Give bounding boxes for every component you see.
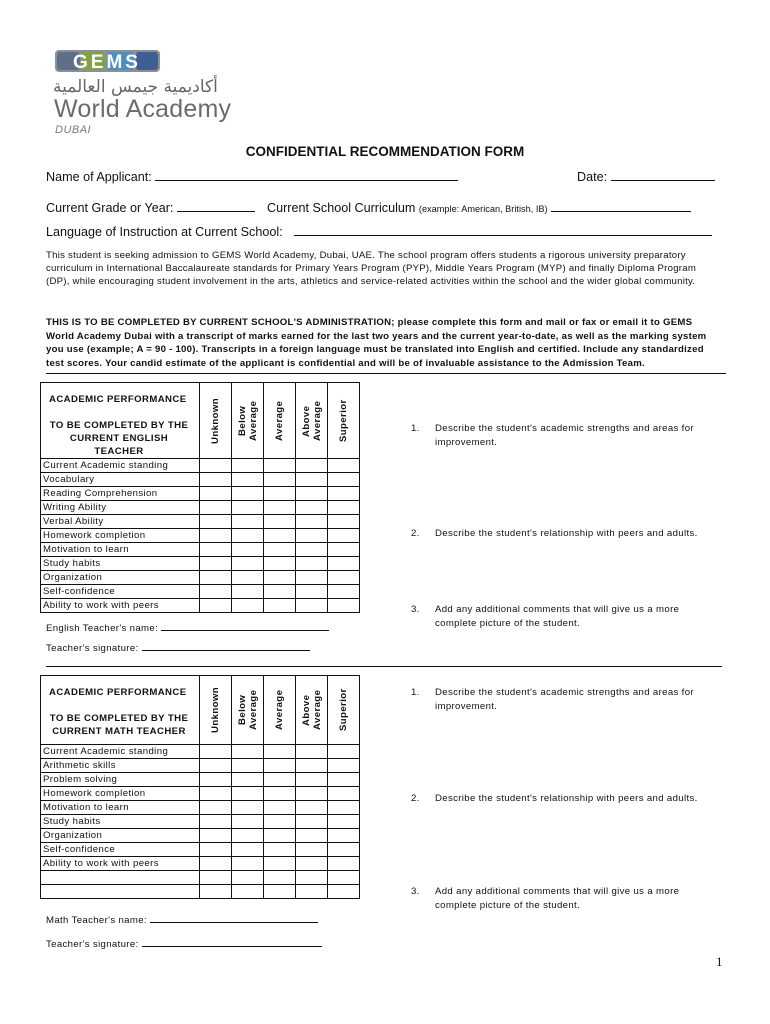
rating-cell[interactable] [328,815,360,829]
math-teacher-name-row [46,912,318,928]
rating-cell[interactable] [200,745,232,759]
instructions-paragraph: THIS IS TO BE COMPLETED BY CURRENT SCHOOL'S ADMINISTRATION; please complete this form and mail or fax or email it to GEMS World Academy Dubai with a transcript of marks earned for the last two years and the current year-to-date, as well as the marking system you use (example; A = 90 - 100). Transcripts in a foreign language must be translated into English and certified. Include any standardized test scores. Your candid estimate of the applicant is confidential and will be of invaluable assistance to the Admission Team. [46,317,707,369]
rating-cell[interactable] [296,829,328,843]
grade-label: Current Grade or Year: [46,201,174,215]
curriculum-example: (example: American, British, IB) [418,204,548,214]
rating-cell[interactable] [264,773,296,787]
curriculum-row [267,199,691,215]
rating-cell[interactable] [264,585,296,599]
table-row [41,515,360,529]
rating-cell[interactable] [200,857,232,871]
row-label: Verbal Ability [41,515,200,529]
rating-cell[interactable] [328,759,360,773]
rating-cell[interactable] [232,487,264,501]
row-label: Problem solving [41,773,200,787]
math-signature-field[interactable] [142,936,322,947]
rating-cell[interactable] [296,571,328,585]
row-label: Ability to work with peers [41,599,200,613]
intro-paragraph: This student is seeking admission to GEMS World Academy, Dubai, UAE. The school program offers students a rigorous university preparatory curriculum in International Baccalaureate standards for Primary Years Program (PYP), Middle Years Program (MYP) and finally Diploma Program (DP), while encouraging student involvement in the arts, athletics and service-related activities within the school and the wider global community. [46,250,697,288]
table-row [41,857,360,871]
math-heading: ACADEMIC PERFORMANCE [49,687,187,698]
rating-cell[interactable] [296,885,328,899]
rating-cell[interactable] [296,529,328,543]
question-number: 3. [411,886,420,897]
rating-cell[interactable] [232,585,264,599]
table-row [41,599,360,613]
table-row [41,885,360,899]
table-row [41,871,360,885]
rating-cell[interactable] [232,473,264,487]
rating-cell[interactable] [232,515,264,529]
rating-cell[interactable] [232,759,264,773]
col-superior-label: Superior [338,688,349,732]
rating-cell[interactable] [296,801,328,815]
rating-cell[interactable] [232,885,264,899]
row-label: Ability to work with peers [41,857,200,871]
table-row [41,829,360,843]
rating-cell[interactable] [328,801,360,815]
col-above-average-label: Above Average [300,400,323,441]
applicant-name-field[interactable] [155,168,458,181]
english-rating-table [40,382,360,613]
col-below-average [232,676,264,745]
rating-cell[interactable] [264,473,296,487]
table-row [41,501,360,515]
question-number: 1. [411,423,420,434]
rating-cell[interactable] [296,515,328,529]
row-label: Self-confidence [41,843,200,857]
language-row [46,223,712,239]
curriculum-field[interactable] [551,199,691,212]
question-text: Describe the student's academic strengths and areas for improvement. [435,687,694,712]
rating-cell[interactable] [200,543,232,557]
rating-cell[interactable] [328,857,360,871]
rating-cell[interactable] [200,885,232,899]
col-unknown [200,383,232,459]
rating-cell[interactable] [232,815,264,829]
rating-cell[interactable] [328,599,360,613]
col-above-average-label: Above Average [300,689,323,731]
rating-cell[interactable] [328,773,360,787]
table-row [41,585,360,599]
rating-cell[interactable] [296,487,328,501]
rating-cell[interactable] [328,585,360,599]
rating-cell[interactable] [200,787,232,801]
row-label: Study habits [41,815,200,829]
question-number: 3. [411,604,420,615]
rating-cell[interactable] [296,473,328,487]
grade-row [46,199,255,215]
rating-cell[interactable] [200,487,232,501]
col-above-average [296,676,328,745]
math-subheading: TO BE COMPLETED BY THE CURRENT MATH TEACHER [49,713,189,737]
applicant-name-row [46,168,458,184]
gems-logo-icon [55,48,160,74]
row-label: Writing Ability [41,501,200,515]
rating-cell[interactable] [232,843,264,857]
col-average [264,676,296,745]
rating-cell[interactable] [200,473,232,487]
school-location: DUBAI [55,124,92,136]
rating-cell[interactable] [328,487,360,501]
english-table-header [41,383,200,459]
col-below-average-label: Below Average [236,689,259,731]
row-label: Vocabulary [41,473,200,487]
english-signature-label: Teacher's signature: [46,643,139,654]
english-heading: ACADEMIC PERFORMANCE [49,394,187,405]
english-signature-field[interactable] [142,640,310,651]
rating-cell[interactable] [328,473,360,487]
rating-cell[interactable] [232,599,264,613]
rating-cell[interactable] [264,543,296,557]
rating-cell[interactable] [328,557,360,571]
rating-cell[interactable] [200,515,232,529]
language-field[interactable] [294,223,712,236]
english-subheading: TO BE COMPLETED BY THE CURRENT ENGLISH TEACHER [49,420,189,457]
rating-cell[interactable] [264,801,296,815]
table-row [41,557,360,571]
question-text: Describe the student's relationship with peers and adults. [435,528,698,539]
table-row [41,815,360,829]
rating-cell[interactable] [264,529,296,543]
rating-cell[interactable] [296,787,328,801]
rating-cell[interactable] [296,815,328,829]
rating-cell[interactable] [296,599,328,613]
table-row [41,843,360,857]
rating-cell[interactable] [264,515,296,529]
rating-cell[interactable] [328,543,360,557]
section-divider [46,373,726,374]
form-title: CONFIDENTIAL RECOMMENDATION FORM [245,144,525,159]
col-unknown-label: Unknown [210,397,221,444]
language-label: Language of Instruction at Current School: [46,225,283,239]
col-average-label: Average [274,689,285,731]
col-unknown-label: Unknown [210,687,221,733]
rating-cell[interactable] [264,759,296,773]
date-row [577,168,715,184]
table-row [41,801,360,815]
col-superior-label: Superior [338,399,349,442]
row-label: Reading Comprehension [41,487,200,501]
rating-cell[interactable] [296,857,328,871]
rating-cell[interactable] [200,829,232,843]
grade-field[interactable] [177,199,255,212]
math-table-header [41,676,200,745]
rating-cell[interactable] [232,557,264,571]
table-row [41,487,360,501]
rating-cell[interactable] [264,885,296,899]
rating-cell[interactable] [296,843,328,857]
rating-cell[interactable] [264,843,296,857]
rating-cell[interactable] [232,787,264,801]
table-row [41,759,360,773]
rating-cell[interactable] [200,501,232,515]
rating-cell[interactable] [264,857,296,871]
rating-cell[interactable] [232,543,264,557]
table-row [41,459,360,473]
table-row [41,787,360,801]
col-below-average-label: Below Average [236,400,259,441]
rating-cell[interactable] [328,515,360,529]
question-text: Describe the student's relationship with peers and adults. [435,793,698,804]
rating-cell[interactable] [296,745,328,759]
logo-text: GEMS [73,52,141,73]
col-superior [328,676,360,745]
question-number: 2. [411,793,420,804]
rating-cell[interactable] [264,829,296,843]
school-name-arabic: أكاديمية جيمس العالمية [53,77,218,97]
question-text: Describe the student's academic strengths and areas for improvement. [435,423,694,448]
rating-cell[interactable] [232,773,264,787]
row-label: Motivation to learn [41,801,200,815]
rating-cell[interactable] [264,745,296,759]
applicant-name-label: Name of Applicant: [46,170,152,184]
rating-cell[interactable] [328,787,360,801]
rating-cell[interactable] [296,871,328,885]
rating-cell[interactable] [328,829,360,843]
math-rating-table [40,675,360,899]
rating-cell[interactable] [264,571,296,585]
row-label: Motivation to learn [41,543,200,557]
rating-cell[interactable] [232,459,264,473]
rating-cell[interactable] [264,501,296,515]
rating-cell[interactable] [296,585,328,599]
rating-cell[interactable] [328,871,360,885]
math-signature-row [46,936,322,952]
rating-cell[interactable] [232,801,264,815]
table-row [41,773,360,787]
rating-cell[interactable] [296,557,328,571]
rating-cell[interactable] [296,759,328,773]
row-label: Current Academic standing [41,459,200,473]
row-label: Current Academic standing [41,745,200,759]
row-label: Organization [41,829,200,843]
rating-cell[interactable] [232,871,264,885]
rating-cell[interactable] [264,459,296,473]
rating-cell[interactable] [264,557,296,571]
rating-cell[interactable] [328,529,360,543]
english-teacher-name-row [46,620,329,636]
rating-cell[interactable] [328,885,360,899]
rating-cell[interactable] [264,787,296,801]
rating-cell[interactable] [328,571,360,585]
row-label: Arithmetic skills [41,759,200,773]
col-unknown [200,676,232,745]
date-field[interactable] [611,168,715,181]
rating-cell[interactable] [232,745,264,759]
rating-cell[interactable] [200,529,232,543]
col-average-label: Average [274,400,285,441]
rating-cell[interactable] [200,459,232,473]
rating-cell[interactable] [328,501,360,515]
question-text: Add any additional comments that will give us a more complete picture of the student. [435,886,680,911]
page-number: 1 [716,954,723,969]
rating-cell[interactable] [296,543,328,557]
col-superior [328,383,360,459]
rating-cell[interactable] [200,571,232,585]
date-label: Date: [577,170,608,184]
rating-cell[interactable] [200,773,232,787]
rating-cell[interactable] [264,815,296,829]
question-number: 1. [411,687,420,698]
rating-cell[interactable] [200,801,232,815]
col-average [264,383,296,459]
row-label [41,885,200,899]
table-row [41,571,360,585]
question-number: 2. [411,528,420,539]
rating-cell[interactable] [200,843,232,857]
table-row [41,745,360,759]
table-row [41,473,360,487]
english-signature-row [46,640,310,656]
row-label: Homework completion [41,529,200,543]
math-teacher-name-field[interactable] [150,912,318,923]
rating-cell[interactable] [296,501,328,515]
rating-cell[interactable] [328,843,360,857]
rating-cell[interactable] [296,459,328,473]
table-row [41,543,360,557]
row-label: Study habits [41,557,200,571]
rating-cell[interactable] [296,773,328,787]
rating-cell[interactable] [232,529,264,543]
english-teacher-name-label: English Teacher's name: [46,623,159,634]
section-divider [46,666,722,667]
rating-cell[interactable] [200,759,232,773]
rating-cell[interactable] [264,487,296,501]
table-row [41,529,360,543]
row-label [41,871,200,885]
row-label: Organization [41,571,200,585]
rating-cell[interactable] [200,585,232,599]
math-teacher-name-label: Math Teacher's name: [46,915,147,926]
school-name: World Academy [54,95,232,123]
rating-cell[interactable] [200,815,232,829]
row-label: Homework completion [41,787,200,801]
rating-cell[interactable] [264,599,296,613]
rating-cell[interactable] [328,459,360,473]
rating-cell[interactable] [200,557,232,571]
rating-cell[interactable] [264,871,296,885]
rating-cell[interactable] [200,599,232,613]
row-label: Self-confidence [41,585,200,599]
curriculum-label: Current School Curriculum [267,201,416,215]
math-signature-label: Teacher's signature: [46,939,139,950]
col-above-average [296,383,328,459]
rating-cell[interactable] [232,829,264,843]
rating-cell[interactable] [232,571,264,585]
question-text: Add any additional comments that will give us a more complete picture of the student. [435,604,680,629]
rating-cell[interactable] [328,745,360,759]
rating-cell[interactable] [232,857,264,871]
col-below-average [232,383,264,459]
rating-cell[interactable] [200,871,232,885]
english-teacher-name-field[interactable] [161,620,329,631]
rating-cell[interactable] [232,501,264,515]
